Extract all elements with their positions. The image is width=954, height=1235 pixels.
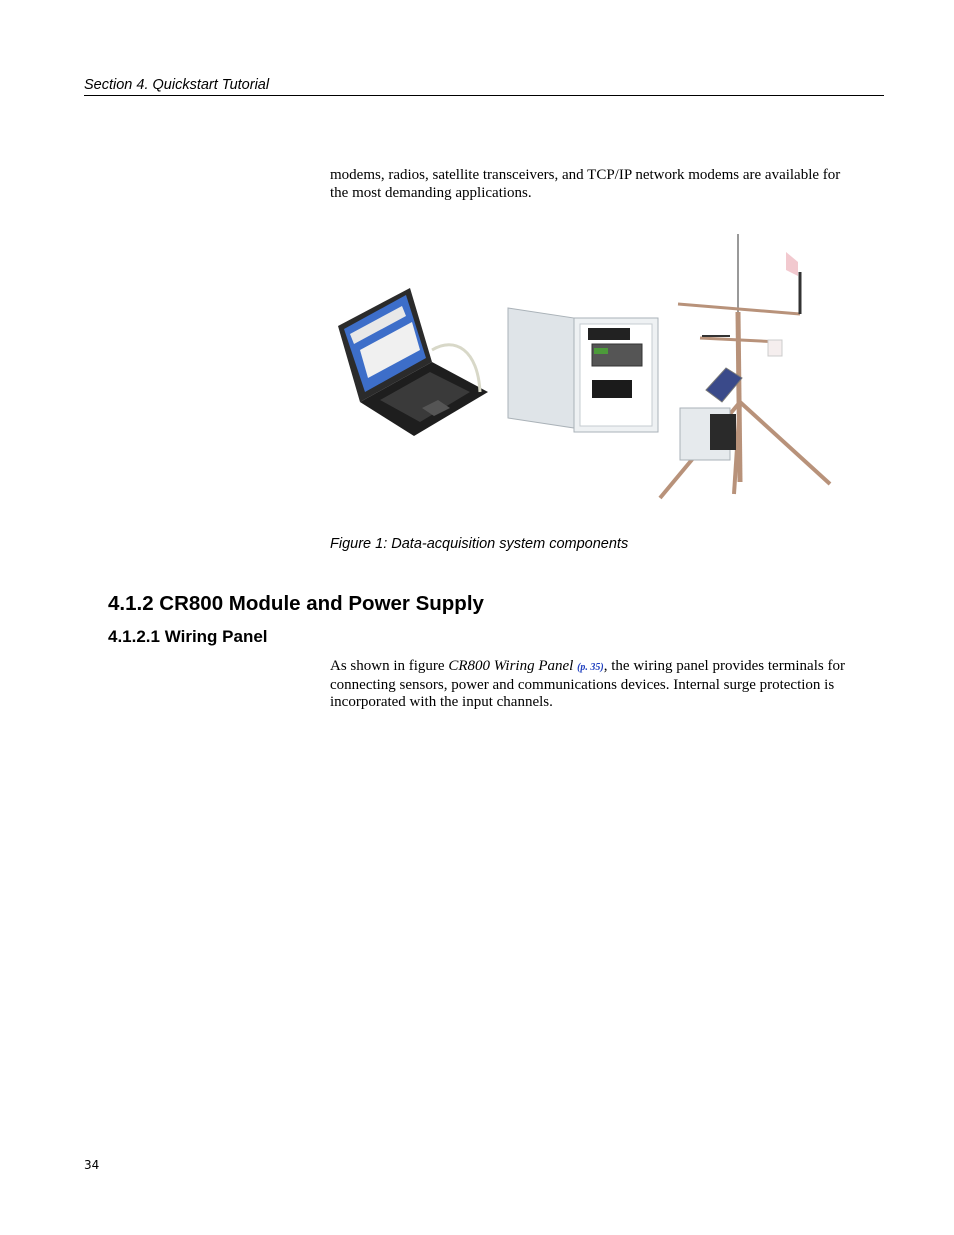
paragraph-prefix: As shown in figure [330,658,449,674]
subsection-heading: 4.1.2.1 Wiring Panel [108,627,268,646]
figure-illustration [330,232,840,522]
figure-data-acquisition [330,232,840,522]
cross-reference-title: CR800 Wiring Panel [448,658,574,674]
page-number: 34 [84,1158,100,1172]
section-heading: 4.1.2 CR800 Module and Power Supply [108,592,484,615]
cross-reference-page-link[interactable]: (p. 35) [577,662,604,673]
running-header: Section 4. Quickstart Tutorial [84,77,884,96]
laptop-illustration [338,288,488,436]
paragraph-suffix: , the wiring panel provides terminals for connecting sensors, power and communications devices. Internal surge protection is incorporated with the input channels. [330,658,845,710]
figure-caption: Figure 1: Data-acquisition system components [330,536,629,552]
intro-paragraph: modems, radios, satellite transceivers, and TCP/IP network modems are available for the most demanding applications. [330,167,841,201]
enclosure-illustration [508,308,658,432]
wiring-panel-paragraph [330,658,860,712]
